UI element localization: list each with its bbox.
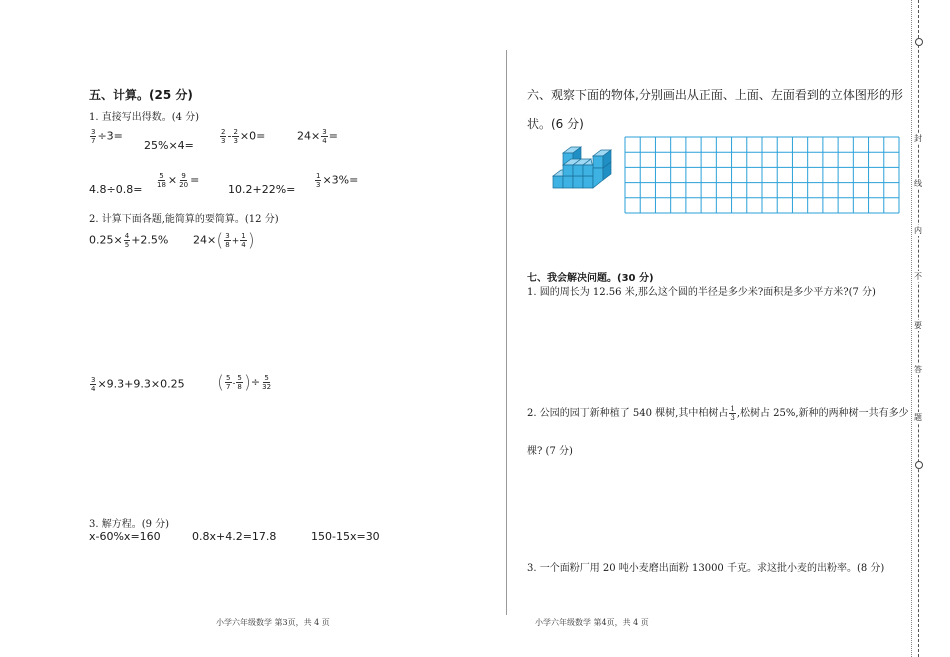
left-page-footer: 小学六年级数学 第3页，共 4 页 — [216, 618, 330, 627]
q2-expr-4: ( $\frac{5}{7}$ - $\frac{5}{8}$ )÷ $\frac{5}{32}$ — [217, 372, 272, 393]
binding-dotted-line — [911, 0, 912, 657]
binding-char: 要 — [914, 321, 922, 330]
section-5-title: 五、计算。(25 分) — [89, 88, 193, 102]
binding-char: 题 — [914, 413, 922, 422]
q2-expr-3: $\frac{3}{4}$ ×9.3+9.3×0.25 — [91, 376, 185, 393]
q2-expr-1: 0.25× $\frac{4}{5}$ +2.5% — [89, 232, 169, 249]
binding-char: 答 — [914, 365, 922, 374]
section-6-title-line2: 状。(6 分) — [527, 117, 584, 131]
q1-item-6: $\frac{5}{18}$ × $\frac{9}{20}$ = — [157, 172, 200, 189]
q1-item-5: 4.8÷0.8= — [89, 183, 143, 196]
q1-item-7: 10.2+22%= — [228, 183, 296, 196]
q1-item-2: 25%×4= — [144, 139, 194, 152]
right-page-footer: 小学六年级数学 第4页，共 4 页 — [535, 618, 649, 627]
drawing-grid — [624, 136, 900, 214]
binding-char: 内 — [914, 226, 922, 235]
q1-title: 1. 直接写出得数。(4 分) — [89, 112, 200, 123]
binding-char: 不 — [914, 272, 922, 281]
q3-title: 3. 解方程。(9 分) — [89, 519, 170, 530]
binding-hole-icon — [915, 38, 923, 46]
problem-3: 3. 一个面粉厂用 20 吨小麦磨出面粉 13000 千克。求这批小麦的出粉率。(8 分) — [527, 563, 885, 574]
problem-2: 2. 公园的园丁新种植了 540 棵树,其中柏树占 $\frac{1}{3}$ ,松树占 25%,新种的两种树一共有多少 — [527, 405, 909, 422]
section-7-title: 七、我会解决问题。(30 分) — [527, 273, 654, 284]
equation-3: 150-15x=30 — [311, 530, 380, 543]
q1-item-4: 24× $\frac{3}{4}$ = — [297, 128, 338, 145]
section-6-title-line1: 六、观察下面的物体,分别画出从正面、上面、左面看到的立体图形的形 — [527, 88, 903, 102]
q2-title: 2. 计算下面各题,能简算的要简算。(12 分) — [89, 214, 279, 225]
binding-char: 封 — [914, 134, 922, 143]
problem-2-line2: 棵? (7 分) — [527, 446, 573, 457]
q1-item-8: $\frac{1}{3}$ ×3%= — [316, 172, 359, 189]
q1-item-1: $\frac{3}{7}$ ÷3= — [91, 128, 123, 145]
q1-item-3: $\frac{2}{3}$ - $\frac{2}{3}$ ×0= — [221, 128, 266, 145]
q2-expr-2: 24×( $\frac{3}{8}$ + $\frac{1}{4}$ ) — [193, 230, 255, 251]
problem-1: 1. 圆的周长为 12.56 米,那么这个圆的半径是多少米?面积是多少平方米?(7 分) — [527, 287, 876, 298]
binding-char: 线 — [914, 179, 922, 188]
equation-2: 0.8x+4.2=17.8 — [192, 530, 277, 543]
equation-1: x-60%x=160 — [89, 530, 161, 543]
binding-hole-icon — [915, 461, 923, 469]
page-divider — [506, 50, 507, 615]
cube-figure — [549, 144, 619, 202]
